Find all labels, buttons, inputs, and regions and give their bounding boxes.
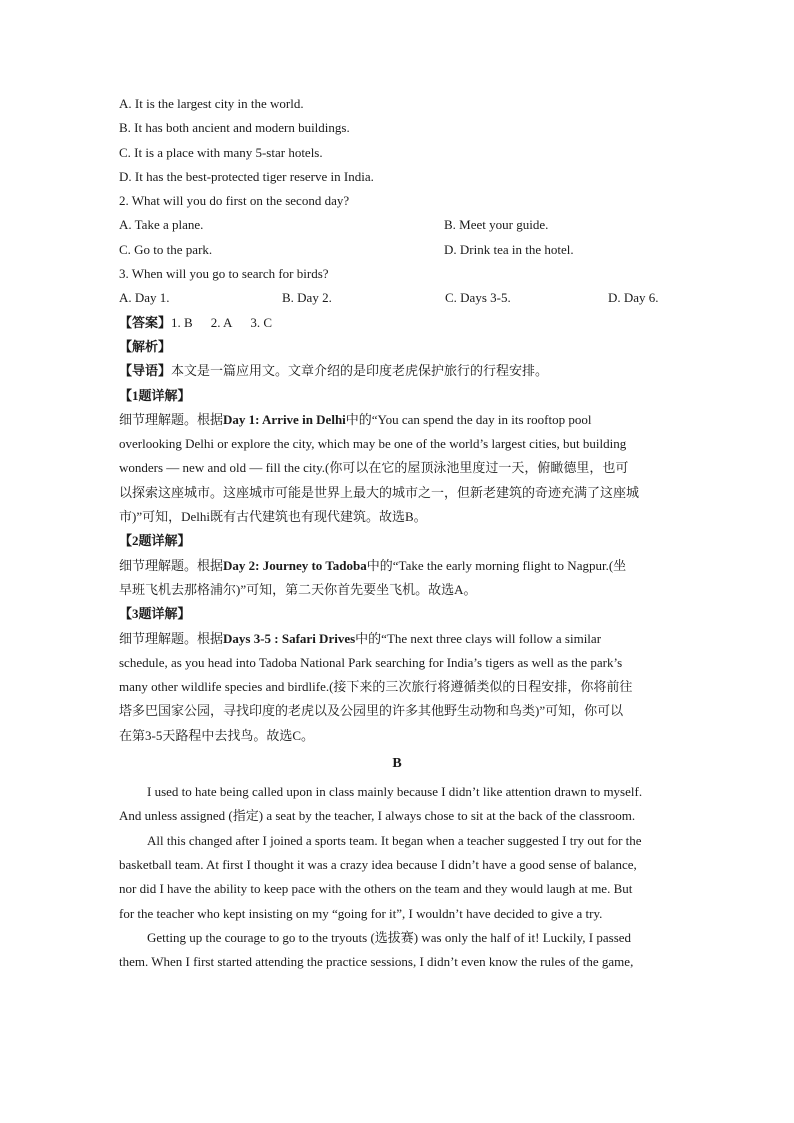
q3-option-b: B. Day 2. <box>282 290 332 306</box>
detail-1-prefix: 细节理解题。根据 <box>119 411 224 427</box>
guide-label: 【导语】 <box>119 363 172 379</box>
detail-3-text: 中的“The next three clays will follow a similar <box>355 630 602 646</box>
detail-1-line: wonders — new and old — fill the city.(你可以在它的屋顶泳池里度过一天，俯瞰德里，也可 <box>119 460 629 476</box>
detail-1-day-title: Day 1: Arrive in Delhi <box>223 411 346 427</box>
passage-line: nor did I have the ability to keep pace with the others on the team and they would laugh at me. But <box>119 881 633 897</box>
answer-item: 2. A <box>210 314 233 330</box>
detail-3-line: 塔多巴国家公园，寻找印度的老虎以及公园里的许多其他野生动物和鸟类)”可知，你可以 <box>119 703 624 719</box>
analysis-heading: 【解析】 <box>119 338 172 354</box>
guide-text: 本文是一篇应用文。文章介绍的是印度老虎保护旅行的行程安排。 <box>171 363 549 379</box>
q2-option-c: C. Go to the park. <box>119 241 213 257</box>
passage-line: for the teacher who kept insisting on my “going for it”, I wouldn’t have decided to give a try. <box>119 905 603 921</box>
passage-line: them. When I first started attending the practice sessions, I didn’t even know the rules of the game, <box>119 954 634 970</box>
detail-3-line <box>119 627 675 651</box>
passage-line: I used to hate being called upon in class mainly because I didn’t like attention drawn to myself. <box>147 784 643 800</box>
detail-2-heading: 【2题详解】 <box>119 533 191 549</box>
section-b-passage <box>119 780 675 974</box>
section-b-title: B <box>392 756 402 772</box>
detail-2-prefix: 细节理解题。根据 <box>119 557 224 573</box>
detail-1-line: 以探索这座城市。这座城市可能是世界上最大的城市之一，但新老建筑的奇迹充满了这座城 <box>119 484 640 500</box>
q1-option-d: D. It has the best-protected tiger reserve in India. <box>119 168 374 184</box>
document-page <box>119 92 675 974</box>
detail-3-line: many other wildlife species and birdlife.(接下来的三次旅行将遵循类似的日程安排，你将前往 <box>119 679 633 695</box>
q2-options-row-2 <box>119 238 675 262</box>
q1-option-b: B. It has both ancient and modern buildings. <box>119 120 350 136</box>
detail-3-day-title: Days 3-5 : Safari Drives <box>223 630 356 646</box>
answer-item: 3. C <box>250 314 273 330</box>
answer-item: 1. B <box>171 314 193 330</box>
answer-label: 【答案】 <box>119 314 172 330</box>
detail-1-text: 中的“You can spend the day in its rooftop pool <box>345 411 592 427</box>
guide-line <box>119 359 675 383</box>
q1-option-c: C. It is a place with many 5-star hotels. <box>119 144 323 160</box>
passage-line: All this changed after I joined a sports team. It began when a teacher suggested I try out for the <box>147 832 642 848</box>
q3-option-a: A. Day 1. <box>119 290 170 306</box>
passage-line: Getting up the courage to go to the tryouts (选拔赛) was only the half of it! Luckily, I passed <box>147 929 632 945</box>
q2-option-d: D. Drink tea in the hotel. <box>444 241 574 257</box>
passage-line: And unless assigned (指定) a seat by the teacher, I always chose to sit at the back of the classroom. <box>119 808 636 824</box>
q3-question: 3. When will you go to search for birds? <box>119 266 329 282</box>
detail-1-line: 市)”可知，Delhi既有古代建筑也有现代建筑。故选B。 <box>119 509 427 525</box>
q3-options-row <box>119 286 675 310</box>
detail-3-prefix: 细节理解题。根据 <box>119 630 224 646</box>
detail-1-line <box>119 408 675 432</box>
detail-2-line <box>119 554 675 578</box>
q2-option-a: A. Take a plane. <box>119 217 204 233</box>
q1-option-a: A. It is the largest city in the world. <box>119 96 304 111</box>
detail-2-day-title: Day 2: Journey to Tadoba <box>223 557 367 573</box>
detail-3-line: 在第3-5天路程中去找鸟。故选C。 <box>119 727 315 743</box>
detail-1-heading: 【1题详解】 <box>119 387 191 403</box>
answer-line <box>119 311 675 335</box>
q3-option-c: C. Days 3-5. <box>445 290 511 306</box>
q3-option-d: D. Day 6. <box>608 290 659 306</box>
q2-question: 2. What will you do first on the second day? <box>119 193 350 209</box>
detail-3-heading: 【3题详解】 <box>119 606 191 622</box>
q1-option-list <box>119 92 675 189</box>
passage-line: basketball team. At first I thought it was a crazy idea because I didn’t have a good sense of balance, <box>119 856 637 872</box>
detail-3-line: schedule, as you head into Tadoba National Park searching for India’s tigers as well as the park’s <box>119 654 623 670</box>
detail-2-line: 早班飞机去那格浦尔)”可知，第二天你首先要坐飞机。故选A。 <box>119 581 477 597</box>
q2-options-row-1 <box>119 213 675 237</box>
detail-1-line: overlooking Delhi or explore the city, which may be one of the world’s largest cities, but building <box>119 436 627 452</box>
q2-option-b: B. Meet your guide. <box>444 217 549 233</box>
detail-2-text: 中的“Take the early morning flight to Nagpur.(坐 <box>366 557 627 573</box>
